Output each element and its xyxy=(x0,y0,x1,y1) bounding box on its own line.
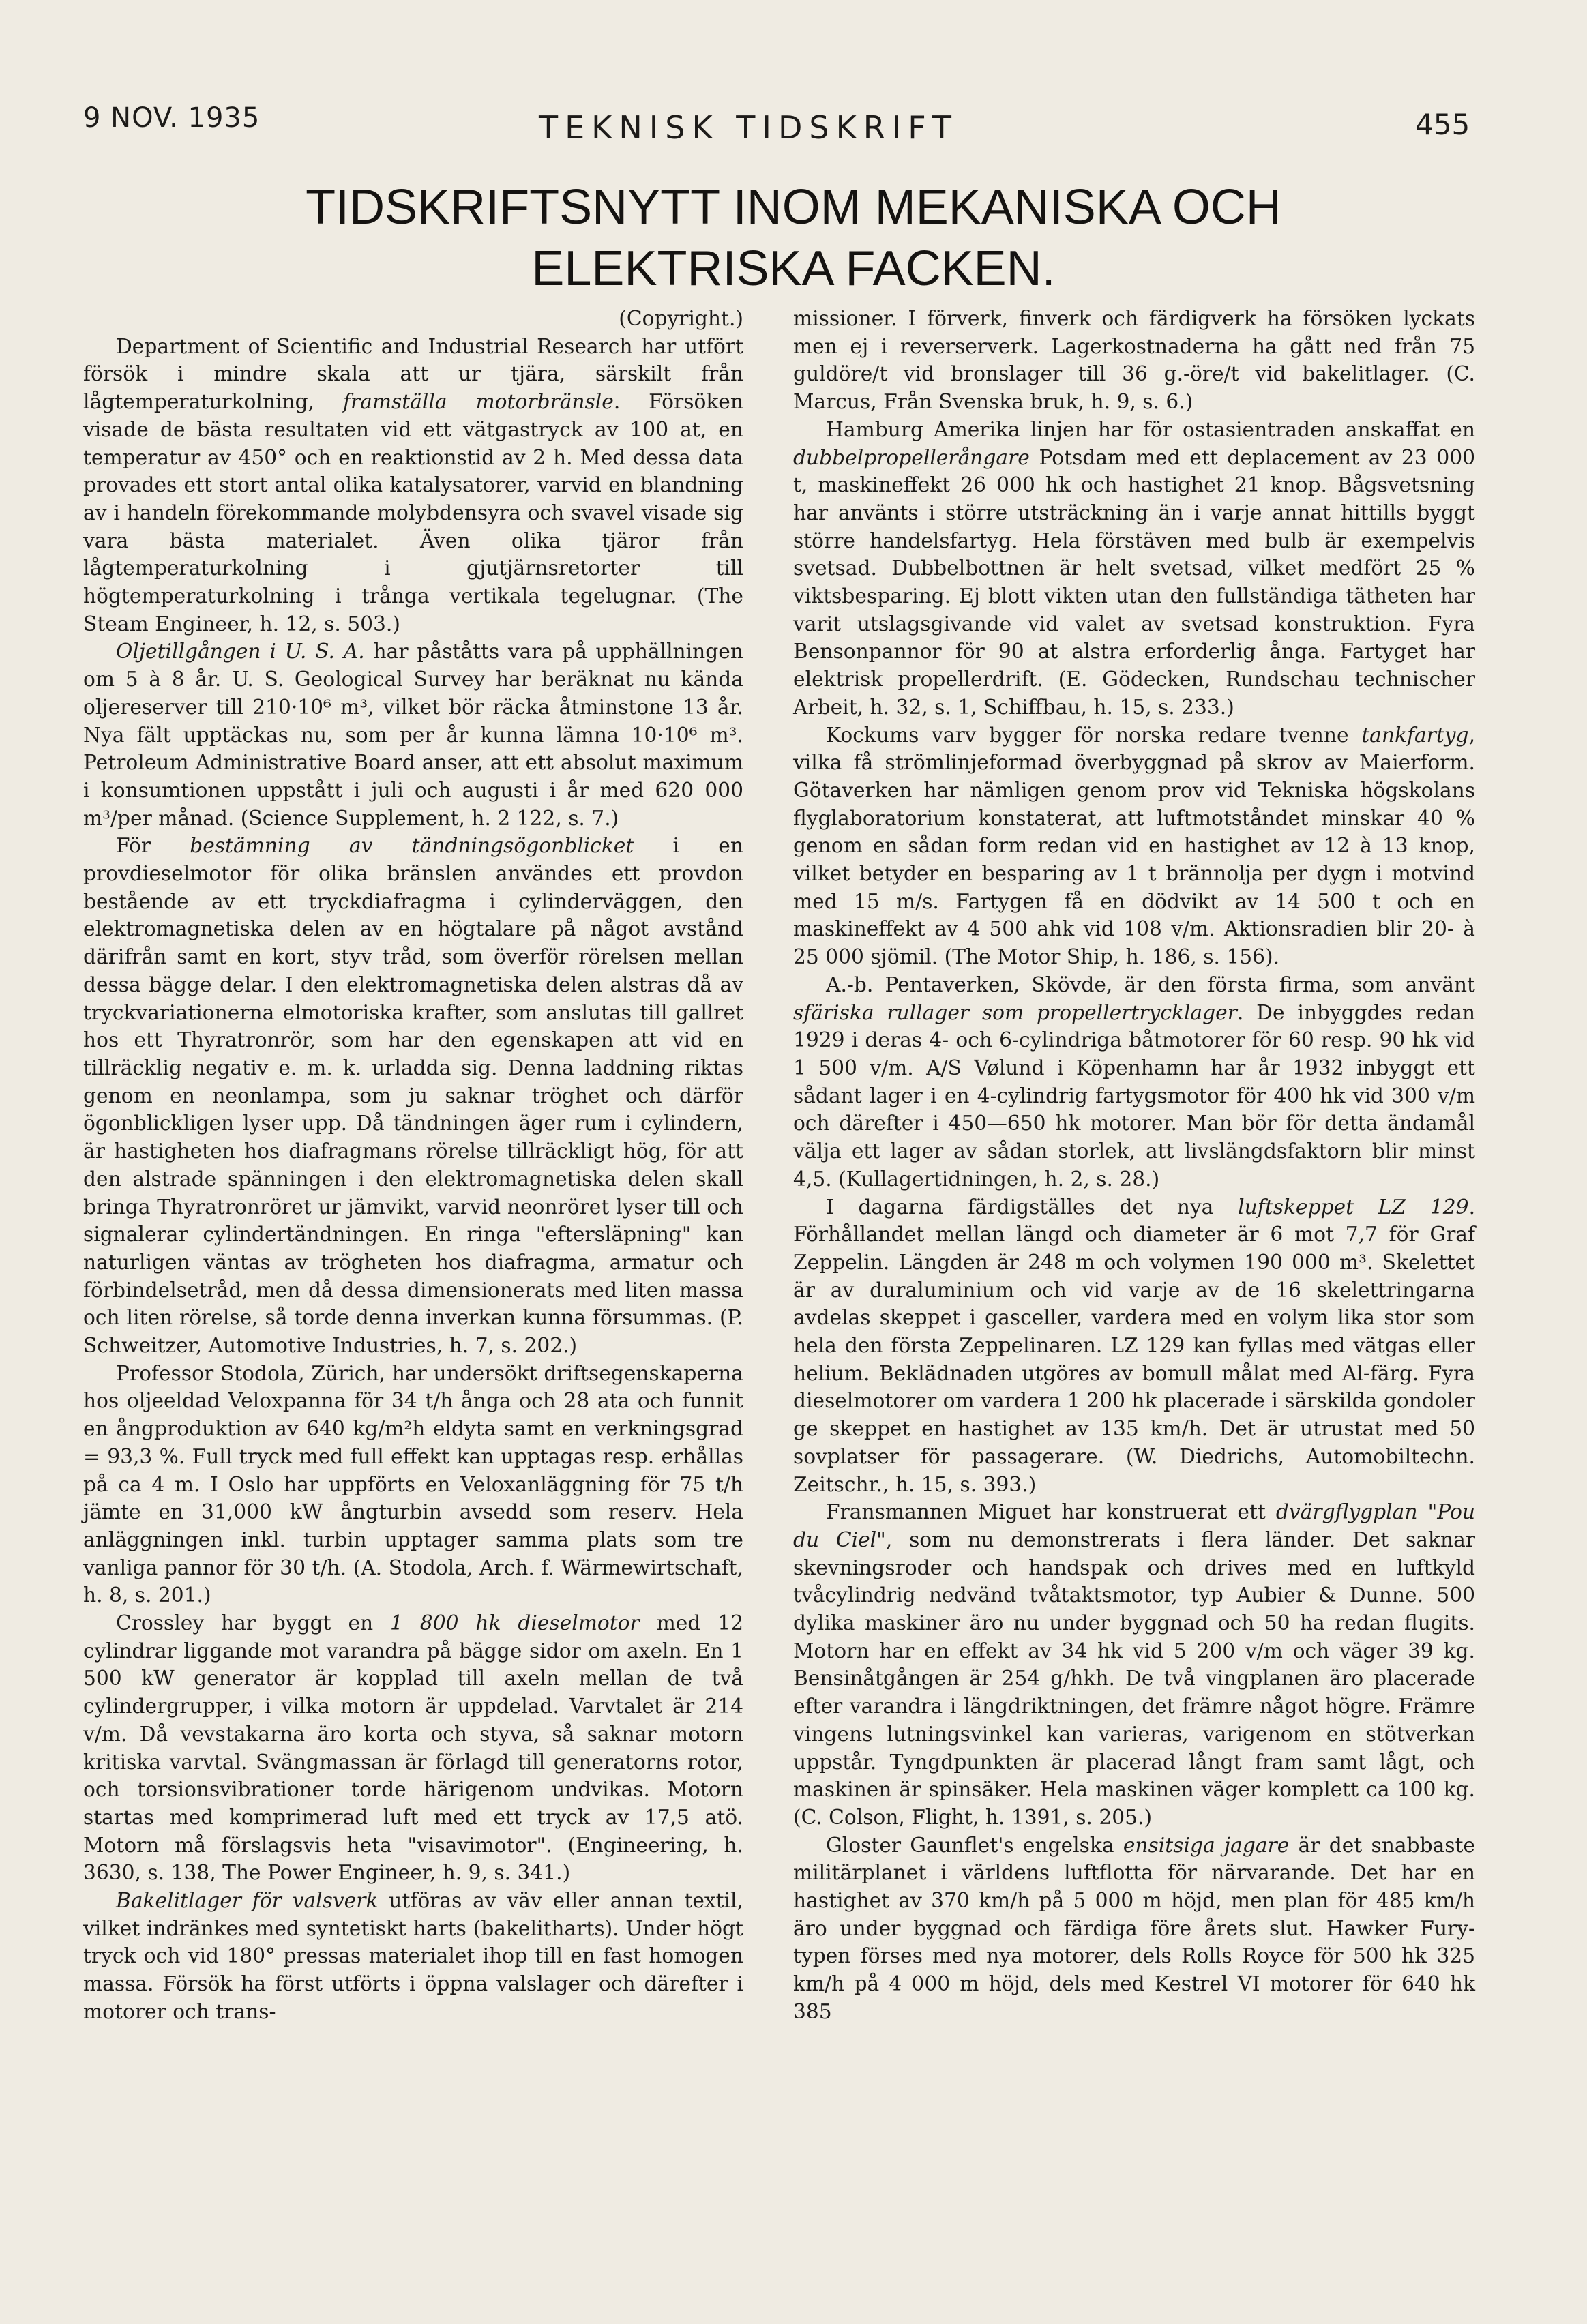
journal-name: TEKNISK TIDSKRIFT xyxy=(539,109,959,146)
paragraph-thrust-bearings: A.-b. Pentaverken, Skövde, är den första firma, som använt sfäriska rullager som propellertrycklager. De inbyggdes redan 1929 i deras 4- och 6-cylindriga båtmotorer för 60 resp. 90 hk vid 1 500 v/m. A/S Vølund i Köpenhamn har år 1932 inbyggt ett sådant lager i en 4-cylindrig fartygsmotor för 400 hk vid 300 v/m och därefter i 450—650 hk motorer. Man bör för detta ändamål välja ett lager av sådan storlek, att livslängdsfaktorn blir minst 4,5. (Kullagertidningen, h. 2, s. 28.) xyxy=(793,972,1475,1191)
paragraph-diesel-engine: Crossley har byggt en 1 800 hk dieselmotor med 12 cylindrar liggande mot varandra på bägge sidor om axeln. En 1 500 kW generator är kopplad till axeln mellan de två cylindergrupper, i vilka motorn är uppdelad. Varvtalet är 214 v/m. Då vevstakarna äro korta och styva, så saknar motorn kritiska varvtal. Svängmassan är förlagd till generatorns rotor, och torsionsvibrationer torde härigenom undvikas. Motorn startas med komprimerad luft med ett tryck av 17,5 atö. Motorn må förslagsvis heta "visavimotor". (Engineering, h. 3630, s. 138, The Power Engineer, h. 9, s. 341.) xyxy=(83,1611,744,1886)
left-column xyxy=(83,306,743,2027)
page-number: 455 xyxy=(1415,108,1470,141)
paragraph-oil-reserves: Oljetillgången i U. S. A. har påståtts vara på upphällningen om 5 à 8 år. U. S. Geological Survey har beräknat nu kända oljereserver till 210·10⁶ m³, vilket bör räcka åtminstone 13 år. Nya fält upptäckas nu, som per år kunna lämna 10·10⁶ m³. Petroleum Administrative Board anser, att ett absolut maximum i konsumtionen uppstått i juli och augusti i år med 620 000 m³/per månad. (Science Supplement, h. 2 122, s. 7.) xyxy=(83,640,743,831)
paragraph-twin-screw-ship: Hamburg Amerika linjen har för ostasientraden anskaffat en dubbelpropellerångare Potsdam med ett deplacement av 23 000 t, maskineffekt 26 000 hk och hastighet 21 knop. Bågsvetsning har använts i större utsträckning än i varje annat hittills byggt större handelsfartyg. Hela förstäven med bulb är exempelvis svetsad. Dubbelbottnen är helt svetsad, vilket medfört 25 % viktsbesparing. Ej blott vikten utan den fullständiga tätheten har varit utslagsgivande vid valet av svetsad konstruktion. Fyra Bensonpannor för 90 at alstra erforderlig ånga. Fartyget har elektrisk propellerdrift. (E. Gödecken, Rundschau technischer Arbeit, h. 32, s. 1, Schiffbau, h. 15, s. 233.) xyxy=(793,417,1475,719)
article-title-line-2: ELEKTRISKA FACKEN. xyxy=(531,241,1056,296)
paragraph-bearing-results: missioner. I förverk, finverk och färdigverk ha försöken lyckats men ej i reverserverk. Lagerkostnaderna ha gått ned från 75 guldöre/t vid bronslager till 36 g.-öre/t vid bakelitlager. (C. Marcus, Från Svenska bruk, h. 9, s. 6.) xyxy=(793,307,1475,415)
paragraph-fighter-planes: Gloster Gaunflet's engelska ensitsiga jagare är det snabbaste militärplanet i världens luftflotta för närvarande. Det har en hastighet av 370 km/h på 5 000 m höjd, men plan för 485 km/h äro under byggnad och färdiga före årets slut. Hawker Fury-typen förses med nya motorer, dels Rolls Royce för 500 hk 325 km/h på 4 000 m höjd, dels med Kestrel VI motorer för 640 hk 385 xyxy=(793,1833,1476,2024)
paragraph-ignition-timing: För bestämning av tändningsögonblicket i en provdieselmotor för olika bränslen användes ett provdon bestående av ett tryckdiafragma i cylinderväggen, den elektromagnetiska delen av en högtalare på något avstånd därifrån samt en kort, styv tråd, som överför rörelsen mellan dessa bägge delar. I den elektromagnetiska delen alstras då av tryckvariationerna elmotoriska krafter, som anslutas till gallret hos ett Thyratronrör, som har den egenskapen att vid en tillräcklig negativ e. m. k. urladda sig. Denna laddning riktas genom en neonlampa, som ju saknar tröghet och därför ögonblickligen lyser upp. Då tändningen äger rum i cylindern, är hastigheten hos diafragmans rörelse tillräckligt hög, för att den alstrade spänningen i den elektromagnetiska delen skall bringa Thyratronröret ur jämvikt, varvid neonröret lyser till och signalerar cylindertändningen. En ringa "eftersläpning" kan naturligen väntas av trögheten hos diafragma, armatur och förbindelsetråd, men då dessa dimensionerats med liten massa och liten rörelse, så torde denna inverkan kunna försummas. (P. Schweitzer, Automotive Industries, h. 7, s. 202.) xyxy=(83,834,743,1358)
paragraph-motor-fuel: Department of Scientific and Industrial Research har utfört försök i mindre skala att ur tjära, särskilt från lågtemperaturkolning, framställa motorbränsle. Försöken visade de bästa resultaten vid ett vätgastryck av 100 at, en temperatur av 450° och en reaktionstid av 2 h. Med dessa data provades ett stort antal olika katalysatorer, varvid en blandning av i handeln förekommande molybdensyra och svavel visade sig vara bästa materialet. Även olika tjäror från lågtemperaturkolning i gjutjärnsretorter till högtemperaturkolning i trånga vertikala tegelugnar. (The Steam Engineer, h. 12, s. 503.) xyxy=(83,334,743,636)
copyright-note: (Copyright.) xyxy=(619,307,743,331)
paragraph-velox-boiler: Professor Stodola, Zürich, har undersökt driftsegenskaperna hos oljeeldad Veloxpanna för 34 t/h ånga och 28 ata och funnit en ångproduktion av 640 kg/m²h eldyta samt en verkningsgrad = 93,3 %. Full tryck med full effekt kan upptagas resp. erhållas på ca 4 m. I Oslo har uppförts en Veloxanläggning för 75 t/h jämte en 31,000 kW ångturbin avsedd som reserv. Hela anläggningen inkl. turbin upptager samma plats som tre vanliga pannor för 30 t/h. (A. Stodola, Arch. f. Wärmewirtschaft, h. 8, s. 201.) xyxy=(83,1361,743,1608)
paragraph-airship-lz129: I dagarna färdigställes det nya luftskeppet LZ 129. Förhållandet mellan längd och diameter är 6 mot 7,7 för Graf Zeppelin. Längden är 248 m och volymen 190 000 m³. Skelettet är av duraluminium och vid varje av de 16 skelettringarna avdelas skeppet i gasceller, vardera med en volym lika stor som hela den första Zeppelinaren. LZ 129 kan fyllas med vätgas eller helium. Beklädnaden utgöres av bomull målat med Al-färg. Fyra dieselmotorer om vardera 1 200 hk placerade i särskilda gondoler ge skeppet en hastighet av 135 km/h. Det är utrustat med 50 sovplatser för passagerare. (W. Diedrichs, Automobiltechn. Zeitschr., h. 15, s. 393.) xyxy=(793,1195,1476,1497)
paragraph-bakelite-bearings: Bakelitlager för valsverk utföras av väv eller annan textil, vilket indränkes med syntetiskt harts (bakelitharts). Under högt tryck och vid 180° pressas materialet ihop till en fast homogen massa. Försök ha först utförts i öppna valslager och därefter i motorer och trans- xyxy=(83,1889,743,2024)
right-column xyxy=(793,306,1475,2027)
paragraph-pou-du-ciel: Fransmannen Miguet har konstruerat ett dvärgflygplan "Pou du Ciel", som nu demonstrerats i flera länder. Det saknar skevningsroder och handspak och drives med en luftkyld tvåcylindrig nedvänd tvåtaktsmotor, typ Aubier & Dunne. 500 dylika maskiner äro nu under byggnad och 50 ha redan flugits. Motorn har en effekt av 34 hk vid 5 200 v/m och väger 39 kg. Bensinåtgången är 254 g/hkh. De två vingplanen äro placerade efter varandra i längdriktningen, det främre något högre. Främre vingens lutningsvinkel kan varieras, varigenom en stötverkan uppstår. Tyngdpunkten är placerad långt fram samt lågt, och maskinen är spinsäker. Hela maskinen väger komplett ca 100 kg. (C. Colson, Flight, h. 1391, s. 205.) xyxy=(793,1500,1475,1830)
article-title-line-1: TIDSKRIFTSNYTT INOM MEKANISKA OCH xyxy=(306,180,1281,235)
issue-date: 9 NOV. 1935 xyxy=(83,102,261,134)
paragraph-tankers: Kockums varv bygger för norska redare tvenne tankfartyg, vilka få strömlinjeformad överbyggnad på skrov av Maierform. Götaverken har nämligen genom prov vid Tekniska högskolans flyglaboratorium konstaterat, att luftmotståndet minskar 40 % genom en sådan form redan vid en hastighet av 12 à 13 knop, vilket betyder en besparing av 1 t brännolja per dygn i motvind med 15 m/s. Fartygen få en dödvikt av 14 500 t och en maskineffekt av 4 500 ahk vid 108 v/m. Aktionsradien blir 20- à 25 000 sjömil. (The Motor Ship, h. 186, s. 156). xyxy=(793,723,1475,970)
